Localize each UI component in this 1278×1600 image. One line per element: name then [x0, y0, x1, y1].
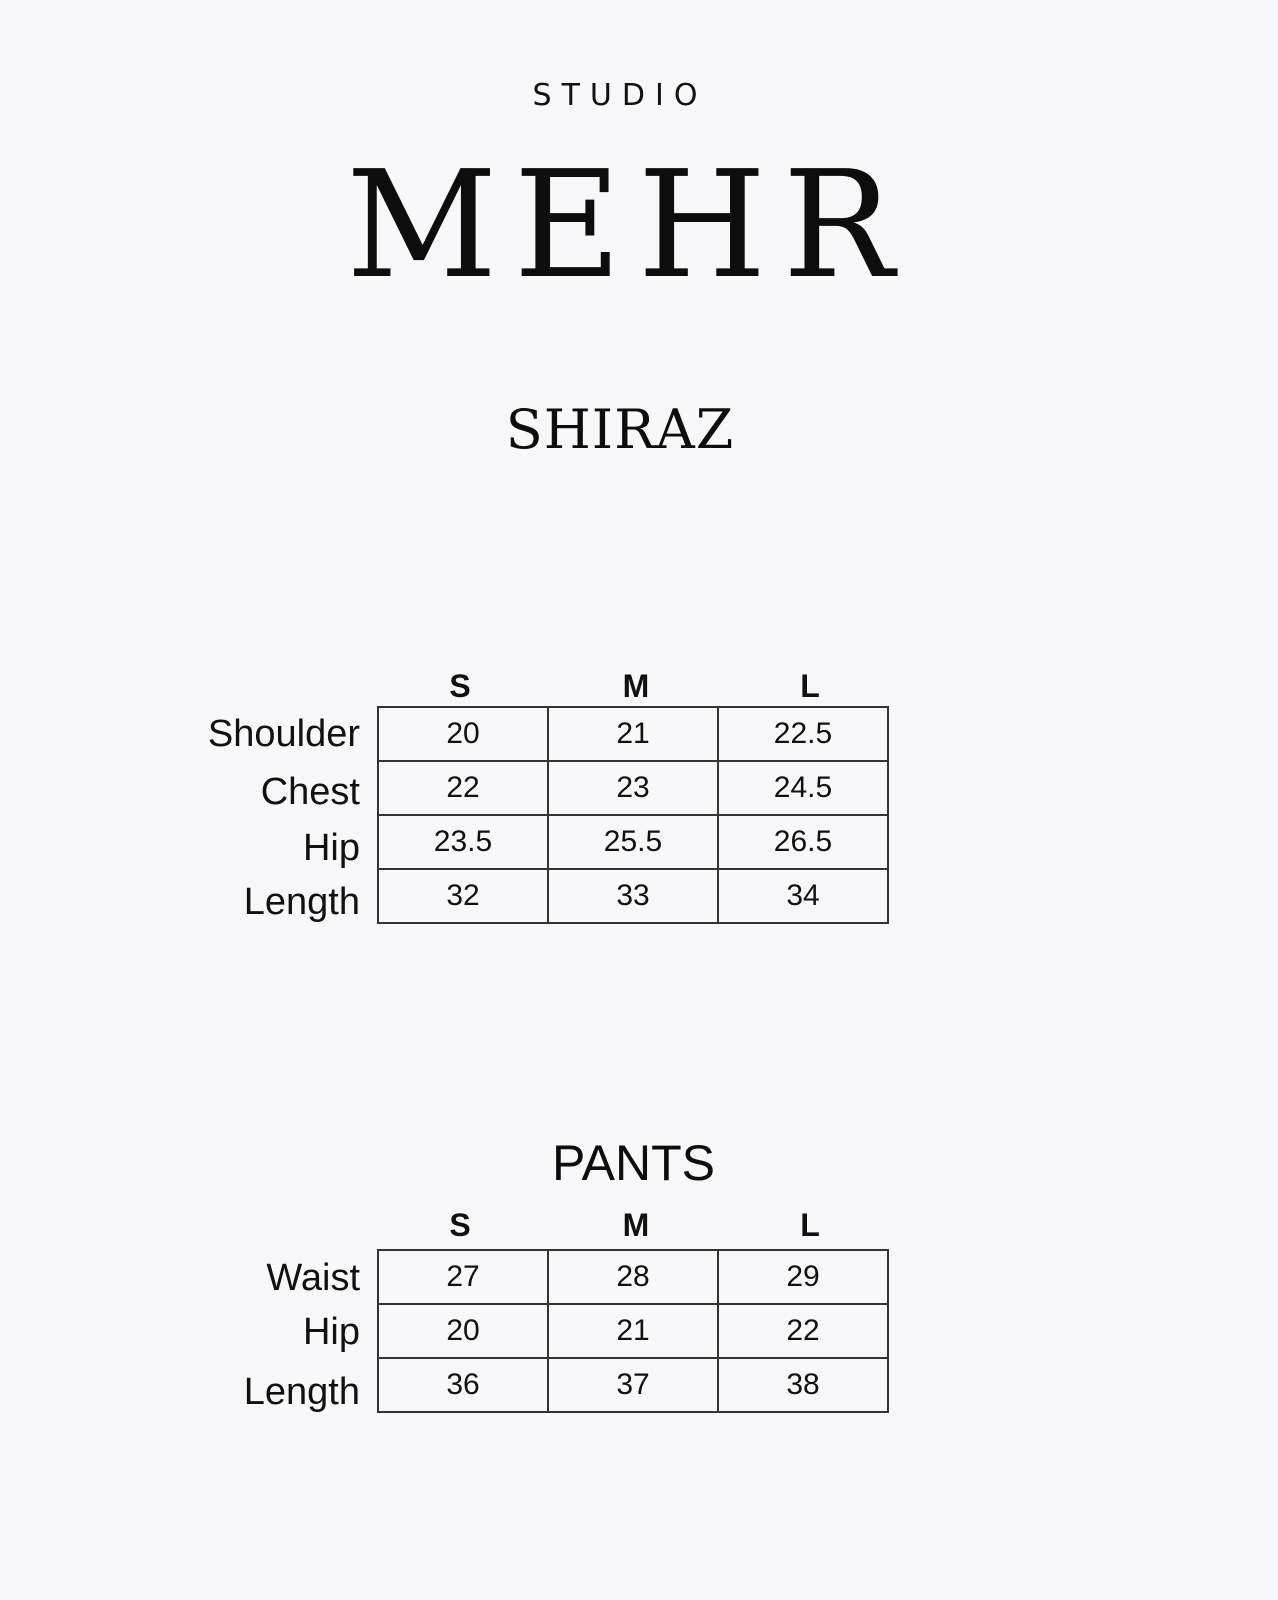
- brand-logo-text: MEHR: [345, 139, 911, 311]
- table-row: [378, 869, 888, 923]
- shirt-measurements-table: [377, 706, 889, 924]
- table-cell: 25.5: [548, 815, 718, 869]
- row-label-hip: Hip: [302, 1311, 360, 1353]
- row-label-length: Length: [243, 881, 360, 923]
- row-label-hip: Hip: [302, 827, 360, 869]
- table-cell: 22: [718, 1304, 888, 1358]
- table-cell: 34: [718, 869, 888, 923]
- table-cell: 22.5: [718, 707, 888, 761]
- table-cell: 21: [548, 707, 718, 761]
- size-header-l: L: [800, 668, 820, 704]
- table-cell: 21: [548, 1304, 718, 1358]
- table-cell: 23.5: [378, 815, 548, 869]
- table-cell: 22: [378, 761, 548, 815]
- table-row: [378, 707, 888, 761]
- table-row: [378, 1358, 888, 1412]
- table-row: [378, 1304, 888, 1358]
- row-label-shoulder: Shoulder: [207, 713, 360, 755]
- table-cell: 38: [718, 1358, 888, 1412]
- table-cell: 36: [378, 1358, 548, 1412]
- brand-studio-text: STUDIO: [532, 78, 708, 113]
- size-header-l: L: [800, 1207, 820, 1243]
- table-cell: 27: [378, 1250, 548, 1304]
- table-cell: 28: [548, 1250, 718, 1304]
- size-header-m: M: [622, 668, 650, 704]
- table-cell: 26.5: [718, 815, 888, 869]
- table-cell: 23: [548, 761, 718, 815]
- size-header-s: S: [449, 668, 471, 704]
- row-label-chest: Chest: [260, 771, 360, 813]
- table-cell: 20: [378, 707, 548, 761]
- table-row: [378, 1250, 888, 1304]
- row-label-waist: Waist: [266, 1257, 360, 1299]
- table-cell: 33: [548, 869, 718, 923]
- table-cell: 32: [378, 869, 548, 923]
- size-header-s: S: [449, 1207, 471, 1243]
- table-cell: 24.5: [718, 761, 888, 815]
- table-row: [378, 761, 888, 815]
- table-cell: 20: [378, 1304, 548, 1358]
- row-label-length: Length: [243, 1371, 360, 1413]
- table-row: [378, 815, 888, 869]
- table-cell: 37: [548, 1358, 718, 1412]
- size-header-m: M: [622, 1207, 650, 1243]
- pants-section-title: PANTS: [552, 1135, 715, 1191]
- product-name: SHIRAZ: [505, 398, 735, 461]
- table-cell: 29: [718, 1250, 888, 1304]
- pants-measurements-table: [377, 1249, 889, 1413]
- brand-logo: [0, 139, 1240, 311]
